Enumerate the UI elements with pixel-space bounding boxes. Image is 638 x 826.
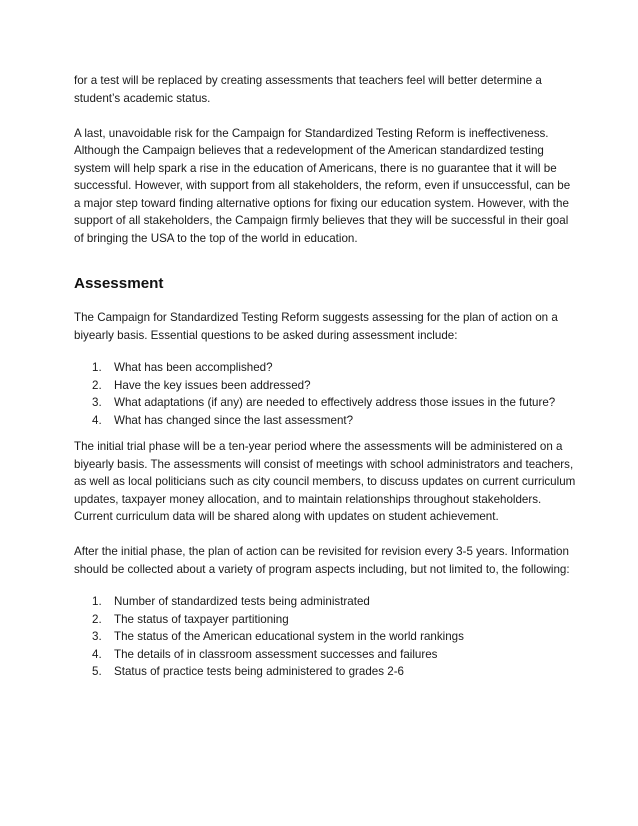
list-item-text: What has changed since the last assessment? xyxy=(114,413,354,427)
list-number: 2. xyxy=(92,612,102,626)
list-item-text: The details of in classroom assessment successes and failures xyxy=(114,647,438,661)
initial-phase-paragraph: The initial trial phase will be a ten-year period where the assessments will be administered on a biyearly basis. The assessments will consist of meetings with school administrators and teachers, as well as local politicians such as city council members, to discuss updates on current curriculum updates, taxpayer money allocation, and to maintain relationships throughout stakeholders. Current curriculum data will be shared along with updates on student achievement. xyxy=(74,440,576,523)
assessment-heading: Assessment xyxy=(74,275,164,292)
assessment-questions-list xyxy=(74,359,576,429)
list-item-text: The status of the American educational system in the world rankings xyxy=(114,630,464,643)
intro-paragraph: for a test will be replaced by creating assessments that teachers feel will better determine a student’s academic status. xyxy=(74,74,542,105)
list-item xyxy=(74,593,576,611)
list-item-text: What adaptations (if any) are needed to effectively address those issues in the future? xyxy=(114,396,556,409)
program-aspects-list xyxy=(74,593,576,681)
list-item-text: The status of taxpayer partitioning xyxy=(114,612,289,626)
list-item xyxy=(74,663,576,681)
list-number: 3. xyxy=(92,396,102,409)
after-phase-paragraph: After the initial phase, the plan of action can be revisited for revision every 3-5 years. Information should be collected about a variety of program aspects including, but not limited to, the following: xyxy=(74,545,570,576)
list-item xyxy=(74,412,576,430)
list-number: 1. xyxy=(92,361,102,374)
risk-paragraph: A last, unavoidable risk for the Campaign for Standardized Testing Reform is ineffectiveness. Although the Campaign believes that a redevelopment of the American standardized testing system will help spark a rise in the education of Americans, there is no guarantee that it will be successful. However, with support from all stakeholders, the reform, even if unsuccessful, can be a major step toward finding alternative options for fixing our education system. However, with the support of all stakeholders, the Campaign firmly believes that they will be successful in their goal of bringing the USA to the top of the world in education. xyxy=(74,126,571,245)
list-item xyxy=(74,377,576,395)
list-item xyxy=(74,611,576,629)
list-number: 3. xyxy=(92,630,102,643)
list-item-text: Have the key issues been addressed? xyxy=(114,378,311,392)
list-item xyxy=(74,646,576,664)
list-item xyxy=(74,359,576,377)
list-item xyxy=(74,394,576,412)
list-number: 4. xyxy=(92,647,102,661)
list-item xyxy=(74,628,576,646)
list-number: 4. xyxy=(92,413,102,427)
list-item-text: Status of practice tests being administered to grades 2-6 xyxy=(114,665,405,678)
assessment-intro-paragraph: The Campaign for Standardized Testing Reform suggests assessing for the plan of action on a biyearly basis. Essential questions to be asked during assessment include: xyxy=(74,311,558,342)
list-number: 2. xyxy=(92,378,102,392)
list-number: 5. xyxy=(92,665,102,678)
list-number: 1. xyxy=(92,595,102,608)
list-item-text: Number of standardized tests being administrated xyxy=(114,595,370,608)
list-item-text: What has been accomplished? xyxy=(114,361,273,374)
